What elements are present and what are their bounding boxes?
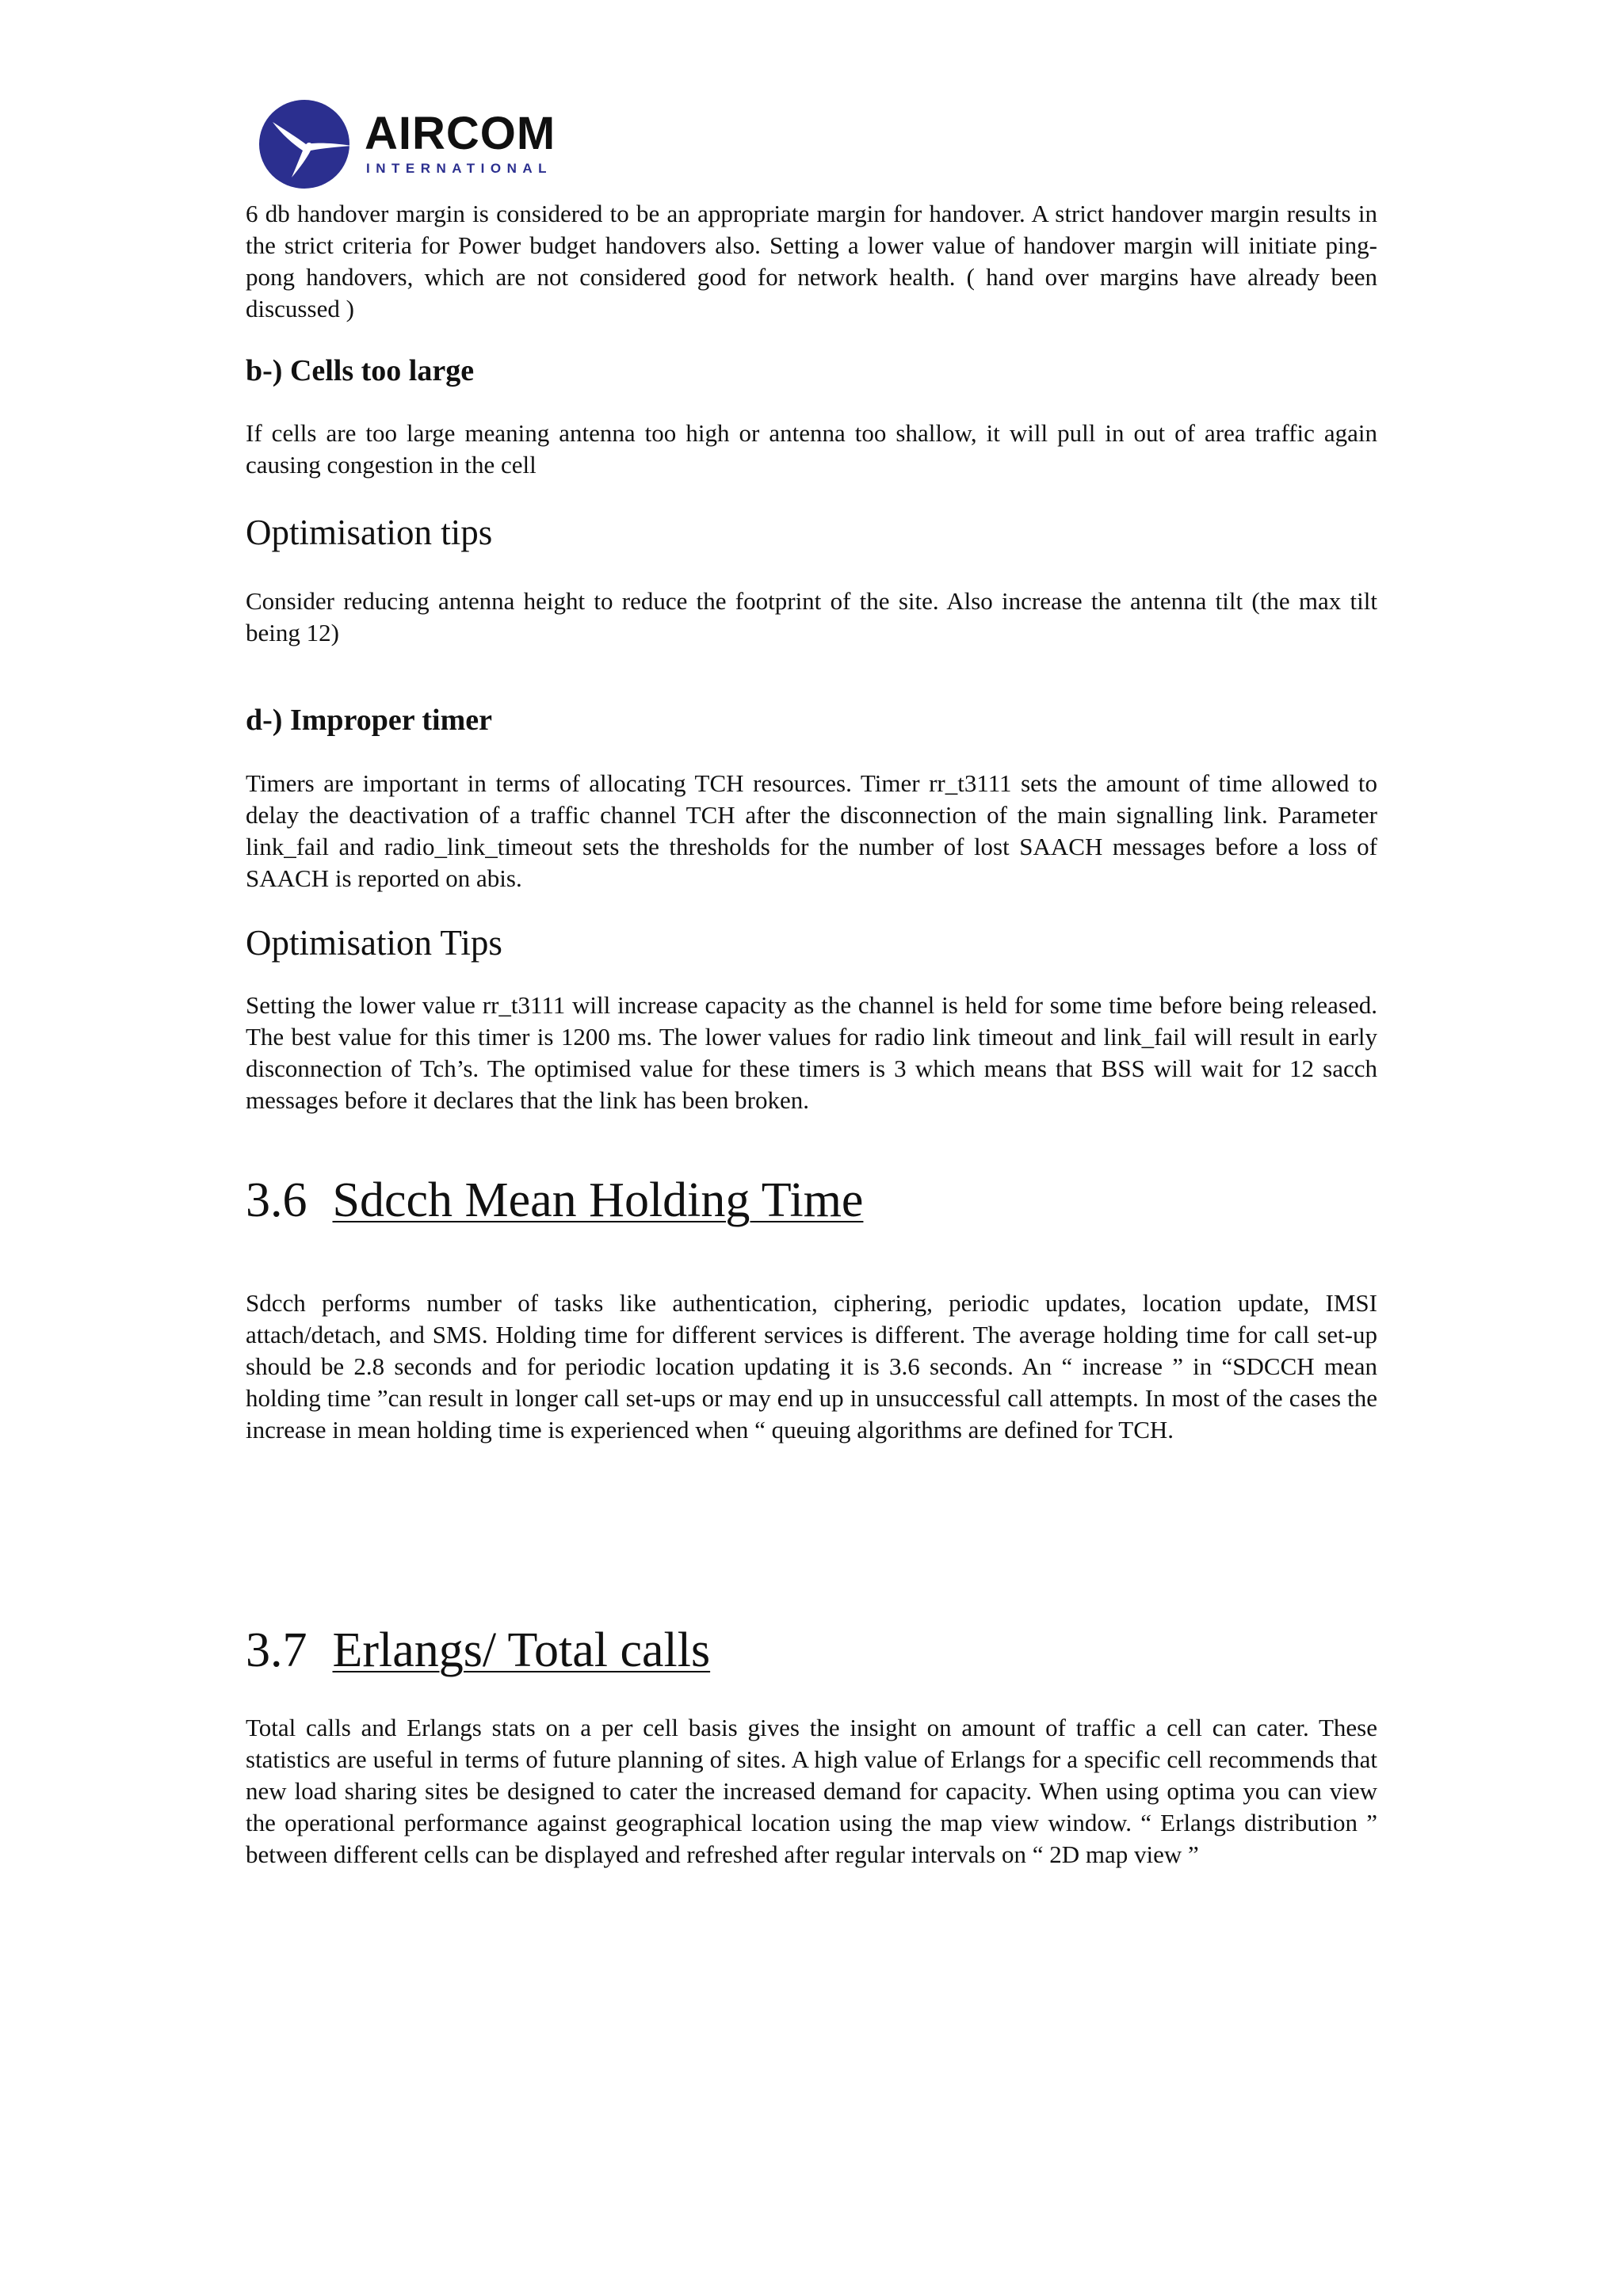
paragraph-erlangs-total-calls: Total calls and Erlangs stats on a per cell basis gives the insight on amount of traffic a cell can cater. These statistics are useful in terms of future planning of sites. A high value of Erlangs for a specific cell recommends that new load sharing sites be designed to cater the increased demand for capacity. When using optima you can view the operational performance against geographical location using the map view window. “ Erlangs distribution ” between different cells can be displayed and refreshed after regular intervals on “ 2D map view ” [246,1714,1377,1868]
paragraph-optimisation-tips-timers: Setting the lower value rr_t3111 will increase capacity as the channel is held for some time before being released. The best value for this timer is 1200 ms. The lower values for radio link timeout and link_fail will result in early disconnection of Tch’s. The optimised value for these timers is 3 which means that BSS will wait for 12 sacch messages before it declares that the link has been broken. [246,991,1377,1114]
paragraph-improper-timer: Timers are important in terms of allocating TCH resources. Timer rr_t3111 sets the amount of time allowed to delay the deactivation of a traffic channel TCH after the disconnection of the main signalling link. Parameter link_fail and radio_link_timeout sets the thresholds for the number of lost SAACH messages before a loss of SAACH is reported on abis. [246,769,1377,892]
section-title: Erlangs/ Total calls [332,1623,711,1677]
aircom-logo [258,98,575,193]
section-number: 3.6 [246,1173,307,1227]
section-title: Sdcch Mean Holding Time [332,1173,864,1227]
heading-optimisation-tips-timers: Optimisation Tips [246,923,502,963]
document-body [246,198,1377,1871]
bird-logo-icon [258,98,353,190]
paragraph-cells-too-large: If cells are too large meaning antenna too high or antenna too shallow, it will pull in out of area traffic again causing congestion in the cell [246,419,1377,479]
paragraph-optimisation-tips: Consider reducing antenna height to reduce the footprint of the site. Also increase the antenna tilt (the max tilt being 12) [246,587,1377,646]
heading-cells-too-large: b-) Cells too large [246,354,475,387]
section-heading-3-7 [246,1620,1377,1680]
heading-improper-timer: d-) Improper timer [246,704,492,737]
paragraph-sdcch-holding-time: Sdcch performs number of tasks like authentication, ciphering, periodic updates, location update, IMSI attach/detach, and SMS. Holding time for different services is different. The average holding time for call set-up should be 2.8 seconds and for periodic location updating it is 3.6 seconds. An “ increase ” in “SDCCH mean holding time ”can result in longer call set-ups or may end up in unsuccessful call attempts. In most of the cases the increase in mean holding time is experienced when “ queuing algorithms are defined for TCH. [246,1289,1377,1444]
section-heading-3-6 [246,1170,1377,1230]
paragraph-handover-margin: 6 db handover margin is considered to be an appropriate margin for handover. A strict handover margin results in the strict criteria for Power budget handovers also. Setting a lower value of handover margin will initiate ping-pong handovers, which are not considered good for network health. ( hand over margins have already been discussed ) [246,200,1377,322]
logo-wordmark: AIRCOM [365,108,556,159]
logo-tagline: INTERNATIONAL [366,161,553,176]
section-number: 3.7 [246,1623,307,1677]
heading-optimisation-tips: Optimisation tips [246,513,493,552]
